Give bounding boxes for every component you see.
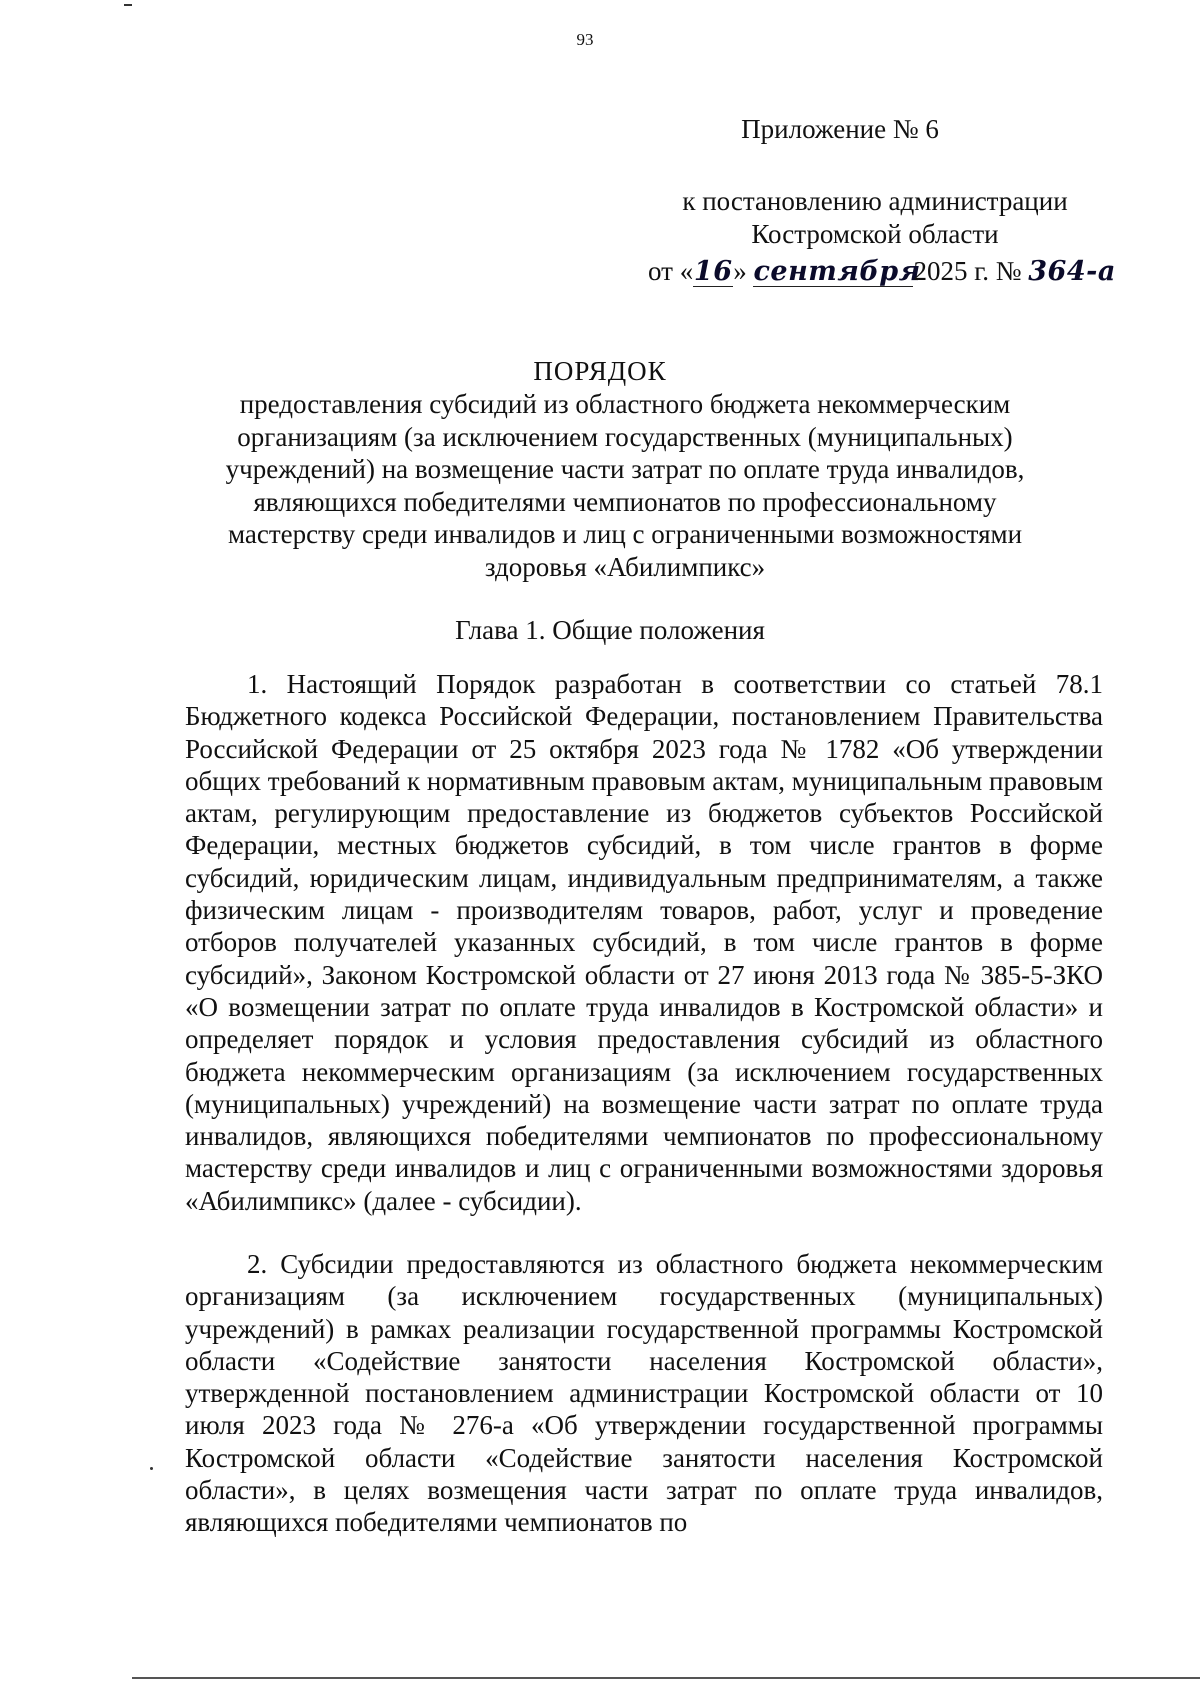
appendix-reference-line-2: Костромской области (751, 219, 999, 249)
document-title: ПОРЯДОК (533, 356, 667, 386)
scan-page-edge (132, 1677, 1200, 1679)
appendix-reference (640, 185, 1110, 251)
handwritten-day: 16 (693, 256, 733, 287)
handwritten-number: 364-а (1028, 256, 1116, 287)
paragraph-2-text: 2. Субсидии предоставляются из областного бюджета некоммерческим организациям (за исключением государственных (муниципальных) учреждений) в рамках реализации государственной программы Костромской области «Содействие занятости населения Костромской области», утвержденной постановлением администрации Костромской области от 10 июля 2023 года № 276-а «Об утверждении государственной программы Костромской области «Содействие занятости населения Костромской области», в целях возмещения части затрат по оплате труда инвалидов, являющихся победителями чемпионатов по (185, 1249, 1103, 1538)
paragraph-1 (185, 668, 1103, 1217)
paragraph-1-text: 1. Настоящий Порядок разработан в соответствии со статьей 78.1 Бюджетного кодекса Российской Федерации, постановлением Правительства Российской Федерации от 25 октября 2023 года № 1782 «Об утверждении общих требований к нормативным правовым актам, муниципальным правовым актам, регулирующим предоставление из бюджетов субъектов Российской Федерации, местных бюджетов субсидий, в том числе грантов в форме субсидий, юридическим лицам, индивидуальным предпринимателям, а также физическим лицам - производителям товаров, работ, услуг и проведение отборов получателей указанных субсидий, в том числе грантов в форме субсидий», Законом Костромской области от 27 июня 2013 года № 385-5-ЗКО «О возмещении затрат по оплате труда инвалидов в Костромской области» и определяет порядок и условия предоставления субсидий из областного бюджета некоммерческим организациям (за исключением государственных (муниципальных) учреждений) на возмещение части затрат по оплате труда инвалидов, являющихся победителями чемпионатов по профессиональному мастерству среди инвалидов и лиц с ограниченными возможностями здоровья «Абилимпикс» (далее - субсидии). (185, 669, 1103, 1216)
resolution-date-line (648, 255, 1116, 288)
appendix-title: Приложение № 6 (741, 114, 939, 144)
scan-artifact (124, 4, 132, 6)
chapter-heading: Глава 1. Общие положения (455, 615, 765, 645)
page-number: 93 (576, 30, 594, 49)
document-subtitle: предоставления субсидий из областного бюджета некоммерческим организациям (за исключением государственных (муниципальных) учреждений) на возмещение части затрат по оплате труда инвалидов, являющихся победителями чемпионатов по профессиональному мастерству среди инвалидов и лиц с ограниченными возможностями здоровья «Абилимпикс» (225, 389, 1025, 582)
appendix-reference-line-1: к постановлению администрации (682, 186, 1068, 216)
scan-artifact-dot (150, 1467, 153, 1470)
paragraph-2 (185, 1248, 1103, 1539)
date-year: 2025 г. № (913, 256, 1022, 286)
date-mid: » (733, 256, 747, 286)
handwritten-month: сентября (753, 256, 921, 287)
date-prefix: от « (648, 256, 694, 286)
